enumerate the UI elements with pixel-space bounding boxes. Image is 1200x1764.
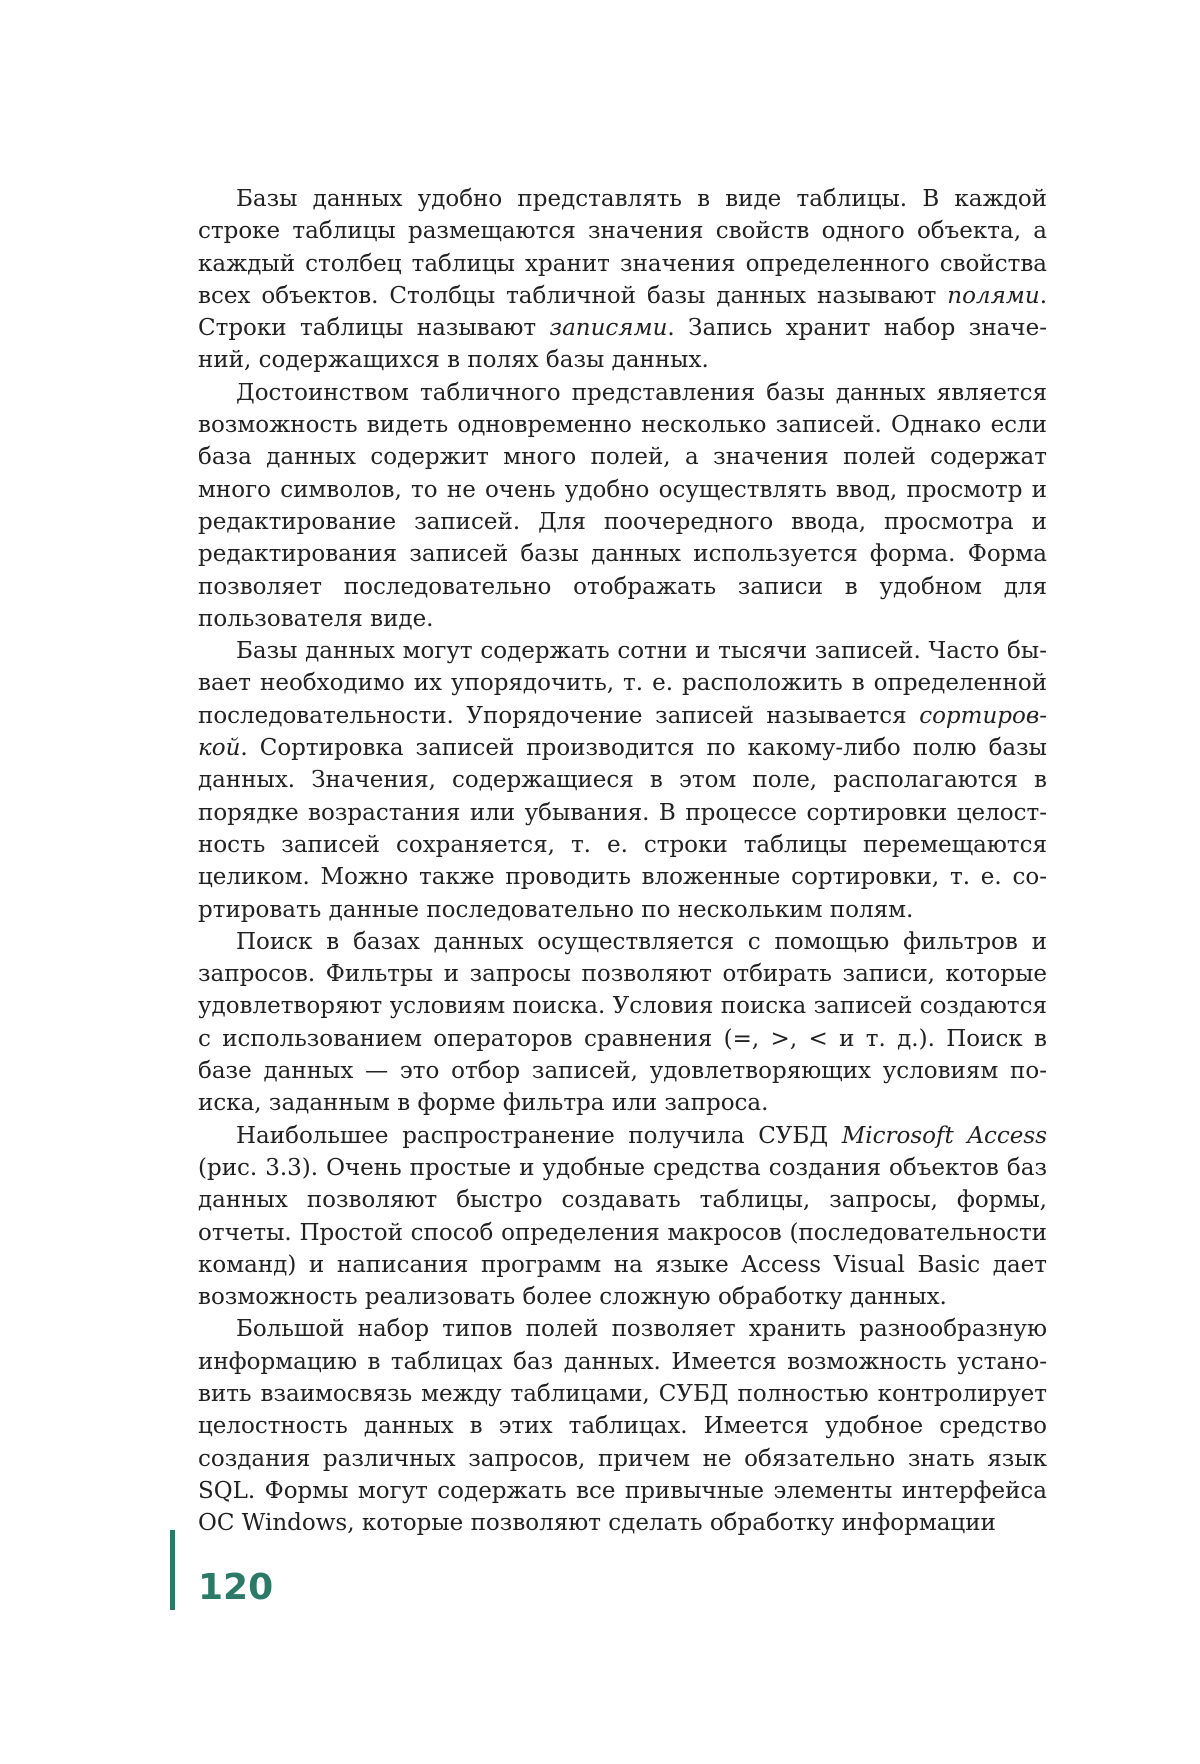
paragraph-2: Достоинством табличного представления базы данных является возможность видеть одновременно несколько записей. Однако если база данных содержит много полей, а значения полей содержат много символов, то не очень удобно осуществлять ввод, просмотр и редактирование записей. Для поочередного ввода, просмотра и редактирования записей базы данных используется форма. Форма позволяет последовательно отображать записи в удобном для пользователя виде. — [198, 379, 1047, 632]
page-number: 120 — [198, 1567, 274, 1608]
paragraph-6: Большой набор типов полей позволяет хранить разнообразную информацию в таблицах баз данных. Имеется возможность установить взаимосвязь между таблицами, СУБД полностью контролирует целостность данных в этих таблицах. Имеется удобное средство создания различных запросов, причем не обязательно знать язык SQL. Формы могут содержать все привычные элементы интерфейса ОС Windows, которые позволяют сделать обработку информации — [198, 1316, 1047, 1537]
paragraph-4: Поиск в базах данных осуществляется с помощью фильтров и запросов. Фильтры и запросы позволяют отбирать записи, которые удовлетворяют условиям поиска. Условия поиска записей создаются с использованием операторов сравнения (=, >, < и т. д.). Поиск в базе данных — это отбор записей, удовлетворяющих условиям поиска, заданным в форме фильтра или запроса. — [198, 928, 1047, 1117]
footer-accent-rule — [170, 1530, 175, 1610]
paragraph-1: Базы данных удобно представлять в виде таблицы. В каждой строке таблицы размещаются значения свойств одного объекта, а каждый столбец таблицы хранит значения определенного свойства всех объектов. Столбцы табличной базы данных называют полями. Строки таблицы называют записями. Запись хранит набор значений, содержащихся в полях базы данных. — [198, 186, 1047, 374]
paragraph-5: Наибольшее распространение получила СУБД Microsoft Access (рис. 3.3). Очень простые и удобные средства создания объектов баз данных позволяют быстро создавать таблицы, запросы, формы, отчеты. Простой способ определения макросов (последовательности команд) и написания программ на языке Access Visual Basic дает возможность реализовать более сложную обработку данных. — [198, 1122, 1048, 1311]
paragraph-3: Базы данных могут содержать сотни и тысячи записей. Часто бывает необходимо их упорядочить, т. е. расположить в определенной последовательности. Упорядочение записей называется сортировкой. Сортировка записей производится по какому-либо полю базы данных. Значения, содержащиеся в этом поле, располагаются в порядке возрастания или убывания. В процессе сортировки целостность записей сохраняется, т. е. строки таблицы перемещаются целиком. Можно также проводить вложенные сортировки, т. е. сортировать данные последовательно по нескольким полям. — [198, 638, 1047, 923]
body-text — [198, 183, 1047, 1539]
